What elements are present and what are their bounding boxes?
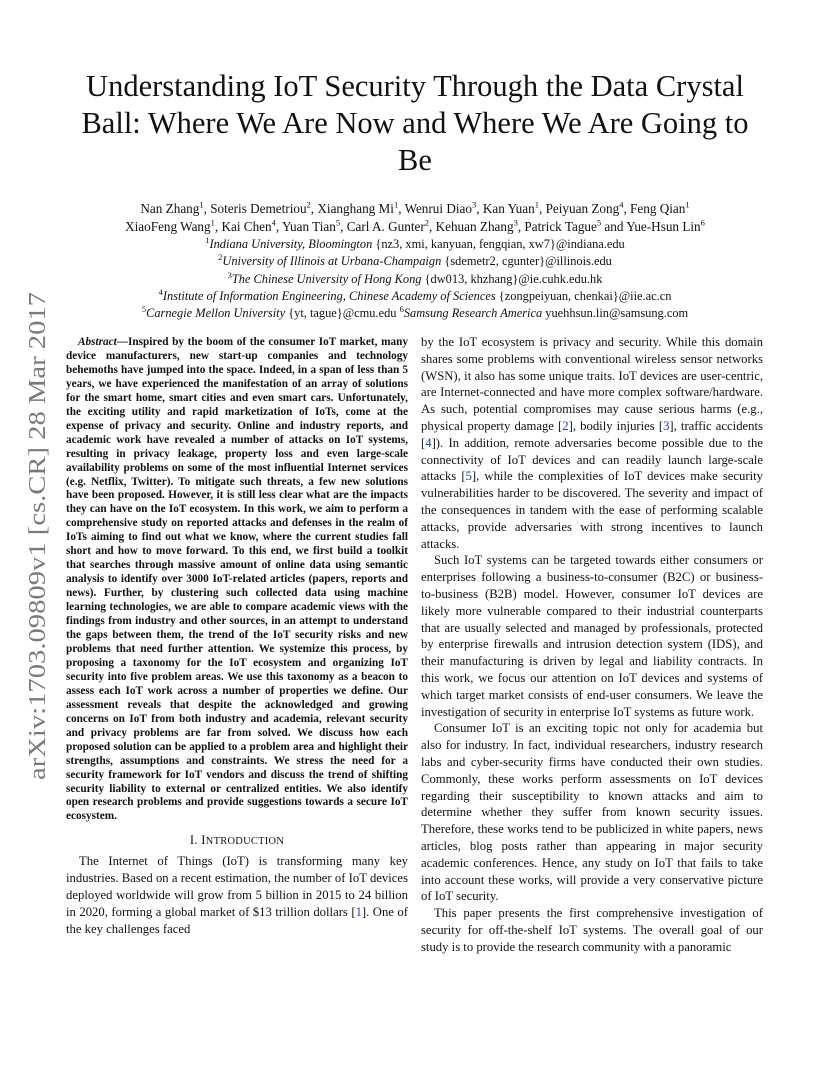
citation-link[interactable]: 4 [425, 435, 432, 450]
author: Wenrui Diao$^3$ [404, 199, 477, 216]
body-paragraph: This paper presents the first comprehensive investigation of security for off-the-shelf IoT systems. The overall goal of our study is to provide the research community with a panoramic [421, 906, 763, 954]
affiliation-line: $^5$Carnegie Mellon University {yt, tague}@cmu.edu $^6$Samsung Research America yuehhsun.lin@samsung.com [141, 304, 689, 321]
body-paragraph: Such IoT systems can be targeted towards either consumers or enterprises following a business-to-consumer (B2C) or business-to-business (B2B) model. However, consumer IoT devices are likely more vulnerable compared to their industrial counterparts that are usually selected and managed by professionals, protected by enterprise firewalls and intrusion detection system (IDS), and their manufacturing is driven by legal and liability contracts. In this work, we focus our attention on IoT devices and systems of which target market consists of end-user consumers. We leave the investigation of security in enterprise IoT systems as future work. [421, 553, 763, 719]
author: Xianghang Mi$^1$ [317, 199, 399, 216]
abstract-text: —Inspired by the boom of the consumer IoT market, many device manufacturers, new start-up companies and technology behemoths have jumped into the space. Indeed, in a span of less than 5 years, we have experienced the manifestation of an array of solutions for the smart home, smart cities and even smart cars. Unfortunately, the exciting utility and rapid marketization of IoTs, come at the expense of privacy and security. Online and industry reports, and academic work have revealed a number of attacks on IoT systems, resulting in privacy leakage, property loss and even large-scale availability problems on some of the most influential Internet services (e.g. Netflix, Twitter). To mitigate such threats, a few new solutions have been proposed. However, it is still less clear what are the impacts they can have on the IoT ecosystem. In this work, we aim to perform a comprehensive study on reported attacks and defenses in the realm of IoTs aiming to find out what we know, where the current studies fall short and how to move forward. To this end, we first build a toolkit that searches through massive amount of online data using semantic analysis to identify over 3000 IoT-related articles (papers, reports and news). Further, by clustering such collected data using machine learning technologies, we are able to compare academic views with the findings from industry and other sources, in an attempt to understand the gaps between them, the trend of the IoT security risks and new problems that need further attention. We systemize this process, by proposing a taxonomy for the IoT ecosystem and organizing IoT security into five problem areas. We use this taxonomy as a beacon to assess each IoT work across a number of properties we define. Our assessment reveals that despite the acknowledged and growing concerns on IoT from both industry and academia, relevant security and privacy problems are far from solved. We discuss how each proposed solution can be applied to a problem area and highlight their strengths, assumptions and constraints. We stress the need for a security framework for IoT vendors and discuss the trend of shifting security liability to external or centralized entities. We also identify open research problems and provide suggestions towards a secure IoT ecosystem. [66, 336, 408, 823]
right-column [421, 334, 763, 955]
author: Yue-Hsun Lin$^6$ [626, 217, 705, 234]
author-line-1: Nan Zhang$^1$, Soteris Demetriou$^2$, Xianghang Mi$^1$, Wenrui Diao$^3$, Kan Yuan$^1$, Peiyuan Zong$^4$, Feng Qian$^1$ [140, 199, 690, 216]
author: Carl A. Gunter$^2$ [346, 217, 429, 234]
paper-title: Understanding IoT Security Through the Data Crystal Ball: Where We Are Now and Where We Are Going to Be [81, 69, 749, 177]
affiliation-line: $^3$The Chinese University of Hong Kong {dw013, khzhang}@ie.cuhk.edu.hk [227, 269, 603, 286]
arxiv-stamp-text: arXiv:1703.09809v1 [cs.CR] 28 Mar 2017 [25, 370, 51, 780]
author: Kehuan Zhang$^3$ [435, 217, 518, 234]
affiliation-line: $^4$Institute of Information Engineering, Chinese Academy of Sciences {zongpeiyuan, chenkai}@iie.ac.cn [158, 286, 672, 303]
author: Patrick Tague$^5$ [524, 217, 602, 234]
author: Kai Chen$^4$ [221, 217, 276, 234]
author: XiaoFeng Wang$^1$ [125, 217, 215, 234]
citation-link[interactable]: 1 [355, 904, 362, 919]
abstract-label: Abstract [78, 336, 117, 348]
affiliation-line: $^1$Indiana University, Bloomington {nz3, xmi, kanyuan, fengqian, xw7}@indiana.edu [205, 234, 625, 251]
abstract [66, 336, 408, 824]
affiliation-line: $^2$University of Illinois at Urbana-Champaign {sdemetr2, cgunter}@illinois.edu [218, 252, 612, 269]
affiliations [60, 236, 770, 322]
body-paragraph: Consumer IoT is an exciting topic not only for academia but also for industry. In fact, individual researchers, industry research labs and cyber-security firms have conducted their own studies. Commonly, these works perform assessments on IoT devices regarding their susceptibility to known attacks and aim to determine whether they suffer from known security issues. Therefore, these works tend to be publicized in white papers, news articles, blog posts rather than appearing in major security academic conferences. Hence, any study on IoT that fails to take into account these works, will provide a very conservative picture of IoT security. [421, 721, 763, 904]
author: Kan Yuan$^1$ [482, 199, 539, 216]
author: Peiyuan Zong$^4$ [545, 199, 624, 216]
author-line-2: XiaoFeng Wang$^1$, Kai Chen$^4$, Yuan Tian$^5$, Carl A. Gunter$^2$, Kehuan Zhang$^3$, Patrick Tague$^5$ and Yue-Hsun Lin$^6$ [125, 217, 705, 234]
citation-link[interactable]: 5 [465, 469, 472, 484]
body-paragraph: by the IoT ecosystem is privacy and security. While this domain shares some problems with conventional wireless sensor networks (WSN), it also has some unique traits. IoT devices are user-centric, are Internet-connected and have more complex software/hardware. As such, potential compromises may cause serious harms (e.g., physical property damage [2], bodily injuries [3], traffic accidents [4]). In addition, remote adversaries become possible due to the connectivity of IoT devices and can readily launch large-scale attacks [5], while the complexities of IoT devices make security vulnerabilities harder to be discovered. The severity and impact of the consequences in tandem with the ease of performing scalable attacks, provide adversaries with strong incentives to launch attacks. [421, 335, 763, 551]
author-list [60, 200, 770, 236]
citation-link[interactable]: 2 [562, 418, 569, 433]
author: Feng Qian$^1$ [630, 199, 690, 216]
intro-paragraph: The Internet of Things (IoT) is transforming many key industries. Based on a recent estimation, the number of IoT devices deployed worldwide will grow from 5 billion in 2015 to 24 billion in 2020, forming a global market of $13 trillion dollars [1]. One of the key challenges faced [66, 854, 408, 936]
author: Yuan Tian$^5$ [282, 217, 341, 234]
author: Soteris Demetriou$^2$ [210, 199, 311, 216]
author: Nan Zhang$^1$ [140, 199, 204, 216]
citation-link[interactable]: 3 [663, 418, 670, 433]
arxiv-stamp [15, 290, 55, 780]
left-column [66, 336, 408, 937]
section-heading-introduction: I. INTRODUCTION [189, 833, 285, 848]
